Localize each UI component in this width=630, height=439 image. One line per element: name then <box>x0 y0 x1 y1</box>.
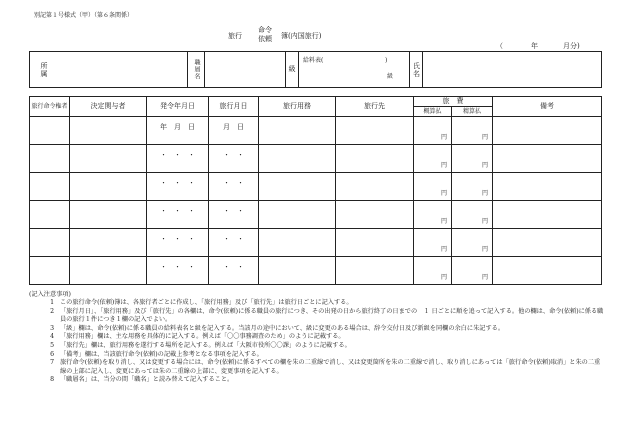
cell-purpose[interactable] <box>259 257 336 285</box>
note-item: 6 「備考」欄は、当該旅行命令(依頼)の記載上参考となる事項を記入する。 <box>50 350 263 358</box>
note-item: 4 「旅行用務」欄は、主な用務を具体的に記入する。例えば「〇〇事務調査のため」のように記載する。 <box>50 333 345 341</box>
pay-grade-label: 級 <box>387 73 394 80</box>
cell-settle[interactable]: 円 <box>452 145 493 173</box>
affiliation-cell <box>30 52 188 88</box>
cell-destination[interactable] <box>336 201 414 229</box>
name-label: 氏名 <box>412 61 421 78</box>
note-item: 3 「級」欄は、命令(依頼)に係る職員の給料表名と級を記入する。当該月の途中において、級に変更のある場合は、辞令交付日及び新級を同欄の余白に朱記する。 <box>50 324 505 332</box>
grade-label: 級 <box>288 65 296 73</box>
title-stack-top: 命令 <box>258 26 272 34</box>
notes-title: (記入注意事項) <box>29 291 71 298</box>
table-row <box>30 145 602 173</box>
note-item: 1 この旅行命令(依頼)簿は、各旅行者ごとに作成し、「旅行用務」及び「旅行先」は旅行日ごとに記入する。 <box>50 299 353 306</box>
cell-estimate[interactable]: 円 <box>414 117 452 145</box>
page-title: 簿(内国旅行) <box>281 32 322 40</box>
cell-settle[interactable]: 円 <box>452 117 493 145</box>
pay-scale-label: 給料表( <box>303 57 324 64</box>
position-value[interactable] <box>205 52 286 88</box>
table-row <box>30 173 602 201</box>
cell-remarks[interactable] <box>493 117 602 145</box>
cell-issue-date[interactable]: ・ ・ ・ <box>147 201 209 229</box>
cell-travel-date[interactable]: ・ ・ <box>209 173 259 201</box>
period-month: 月分) <box>563 42 580 50</box>
form-label: 別記第１号様式（甲）（第６条関係） <box>34 12 134 19</box>
pay-scale-close: ) <box>385 57 388 64</box>
cell-remarks[interactable] <box>493 257 602 285</box>
position-label-cell <box>188 52 205 88</box>
title-stack-bottom: 依頼 <box>258 35 272 43</box>
cell-travel-date[interactable]: ・ ・ <box>209 201 259 229</box>
cell-settle[interactable]: 円 <box>452 201 493 229</box>
col-authority: 旅行命令権者 <box>30 97 70 117</box>
cell-purpose[interactable] <box>259 201 336 229</box>
note-item: 2 「旅行月日」、「旅行用務」及び「旅行先」の各欄は、命令(依頼)に係る職員の旅行につき、その出発の日から旅行終了の日までの １ 日ごとに順を追って記入する。他の欄は、命令(依頼)に係る職員の旅行１件につき１欄の記入でよい。 <box>50 307 604 324</box>
cell-authority[interactable] <box>30 117 70 145</box>
header-table <box>29 51 602 88</box>
cell-decider[interactable] <box>70 117 147 145</box>
table-row <box>30 201 602 229</box>
name-label-cell <box>410 52 423 88</box>
name-value[interactable] <box>423 52 602 88</box>
table-row <box>30 117 602 145</box>
note-item: 7 旅行命令(依頼)を取り消し、又は変更する場合には、命令(依頼)に係るすべての欄を朱の二重線で消し、又は変更箇所を朱の二重線で消し、取り消しにあっては「旅行命令(依頼)取消」と朱の二重線の上部に記入し、変更にあっては朱の二重線の上部に、変更事項を記入する。 <box>50 359 601 375</box>
table-row <box>30 257 602 285</box>
cell-purpose[interactable] <box>259 229 336 257</box>
cell-purpose[interactable] <box>259 117 336 145</box>
cell-destination[interactable] <box>336 145 414 173</box>
cell-authority[interactable] <box>30 229 70 257</box>
note-item: 5 「旅行先」欄は、旅行用務を遂行する場所を記入する。例えば「大阪市役所〇〇課」のように記載する。 <box>50 341 351 349</box>
cell-issue-date[interactable]: ・ ・ ・ <box>147 145 209 173</box>
cell-decider[interactable] <box>70 173 147 201</box>
cell-settle[interactable]: 円 <box>452 257 493 285</box>
cell-purpose[interactable] <box>259 173 336 201</box>
cell-travel-date[interactable]: ・ ・ <box>209 229 259 257</box>
pay-scale-cell[interactable] <box>299 52 410 88</box>
col-destination: 旅行先 <box>336 97 414 117</box>
cell-decider[interactable] <box>70 257 147 285</box>
cell-estimate[interactable]: 円 <box>414 229 452 257</box>
cell-issue-date[interactable]: ・ ・ ・ <box>147 257 209 285</box>
col-expenses: 旅 費 <box>414 97 493 107</box>
cell-estimate[interactable]: 円 <box>414 145 452 173</box>
cell-destination[interactable] <box>336 173 414 201</box>
cell-decider[interactable] <box>70 201 147 229</box>
col-decider: 決定関与者 <box>70 97 147 117</box>
cell-decider[interactable] <box>70 145 147 173</box>
cell-authority[interactable] <box>30 145 70 173</box>
col-remarks: 備考 <box>493 97 602 117</box>
cell-travel-date[interactable]: ・ ・ <box>209 257 259 285</box>
cell-authority[interactable] <box>30 257 70 285</box>
cell-remarks[interactable] <box>493 229 602 257</box>
cell-destination[interactable] <box>336 117 414 145</box>
position-label: 職層名 <box>193 59 200 80</box>
cell-travel-date[interactable]: ・ ・ <box>209 145 259 173</box>
period-open: （ <box>496 42 503 50</box>
grade-label-cell <box>286 52 299 88</box>
cell-authority[interactable] <box>30 201 70 229</box>
col-purpose: 旅行用務 <box>259 97 336 117</box>
cell-travel-date[interactable]: 月 日 <box>209 117 259 145</box>
col-settle: 精算払 <box>452 107 493 117</box>
cell-settle[interactable]: 円 <box>452 229 493 257</box>
cell-issue-date[interactable]: ・ ・ ・ <box>147 173 209 201</box>
cell-decider[interactable] <box>70 229 147 257</box>
title-prefix: 旅行 <box>228 32 242 40</box>
period-year: 年 <box>531 42 538 50</box>
cell-remarks[interactable] <box>493 173 602 201</box>
col-estimate: 概算払 <box>414 107 452 117</box>
notes-list <box>34 299 604 385</box>
cell-estimate[interactable]: 円 <box>414 173 452 201</box>
note-item: 8 「職層名」は、当分の間「職名」と読み替えて記入すること。 <box>50 376 234 384</box>
cell-authority[interactable] <box>30 173 70 201</box>
cell-destination[interactable] <box>336 257 414 285</box>
travel-table <box>29 96 602 285</box>
cell-issue-date[interactable]: ・ ・ ・ <box>147 229 209 257</box>
cell-estimate[interactable]: 円 <box>414 257 452 285</box>
cell-remarks[interactable] <box>493 201 602 229</box>
cell-issue-date[interactable]: 年 月 日 <box>147 117 209 145</box>
cell-settle[interactable]: 円 <box>452 173 493 201</box>
col-issue-date: 発令年月日 <box>147 97 209 117</box>
cell-destination[interactable] <box>336 229 414 257</box>
cell-remarks[interactable] <box>493 145 602 173</box>
cell-estimate[interactable]: 円 <box>414 201 452 229</box>
col-travel-date: 旅行月日 <box>209 97 259 117</box>
affiliation-label: 所属 <box>40 61 48 78</box>
table-row <box>30 229 602 257</box>
cell-purpose[interactable] <box>259 145 336 173</box>
